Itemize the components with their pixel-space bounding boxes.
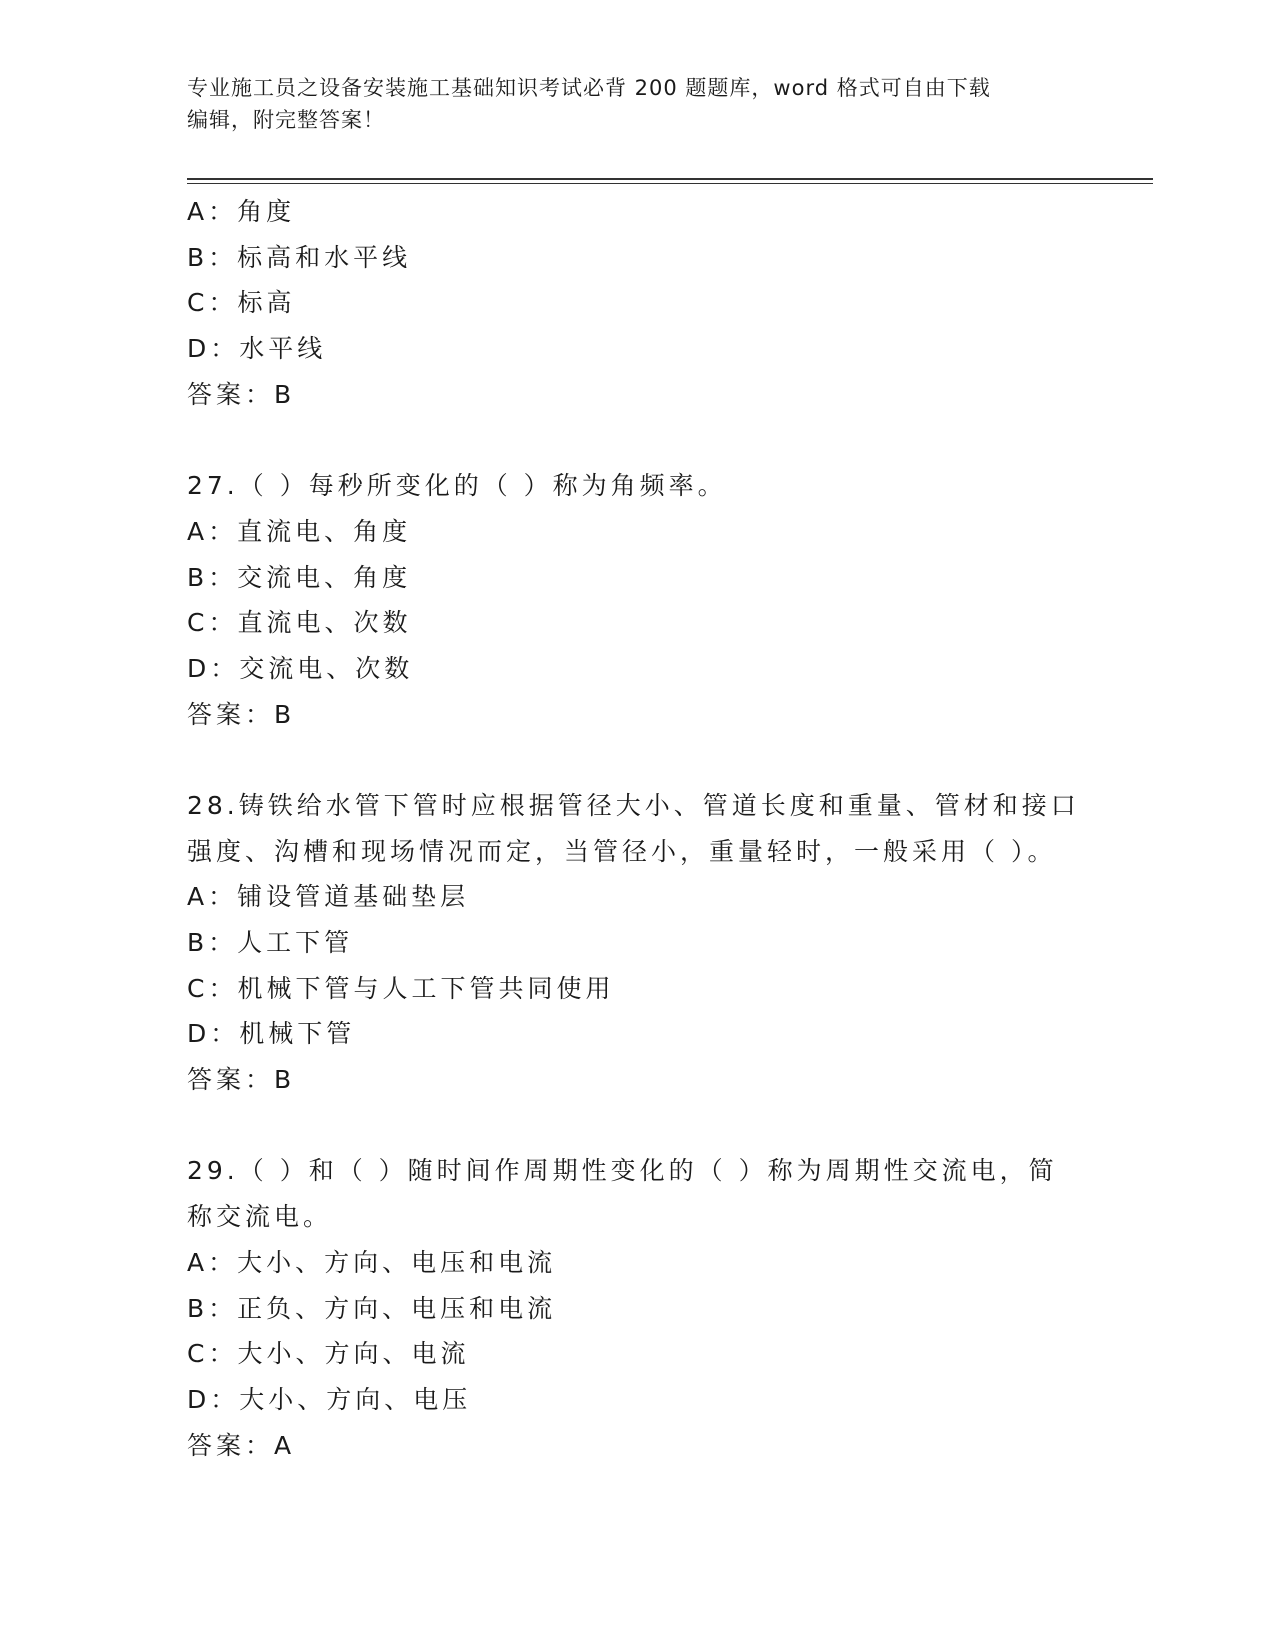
option-b: B：标高和水平线 <box>187 242 412 272</box>
option-b: B：正负、方向、电压和电流 <box>187 1293 557 1323</box>
question-text-continued: 称交流电。 <box>187 1202 333 1232</box>
header-line-2: 编辑，附完整答案！ <box>187 108 385 132</box>
question-list <box>187 189 1087 1468</box>
option-c: C：机械下管与人工下管共同使用 <box>187 973 615 1003</box>
option-a: A：角度 <box>187 197 296 226</box>
option-a: A：大小、方向、电压和电流 <box>187 1247 557 1277</box>
question-block-29 <box>187 1148 1087 1468</box>
option-d: D：机械下管 <box>187 1019 356 1049</box>
question-block-28 <box>187 783 1087 1103</box>
answer-line: 答案：B <box>187 1065 296 1095</box>
option-c: C：标高 <box>187 288 296 318</box>
answer-line: 答案：B <box>187 699 296 729</box>
header-line-1: 专业施工员之设备安装施工基础知识考试必背 200 题题库，word 格式可自由下载 <box>187 76 991 100</box>
header-divider-thick <box>187 178 1153 180</box>
question-block-27 <box>187 463 1087 737</box>
header-divider-thin <box>187 183 1153 184</box>
option-b: B：人工下管 <box>187 928 354 957</box>
option-b: B：交流电、角度 <box>187 562 412 592</box>
question-block-26 <box>187 189 1087 417</box>
block-spacer <box>187 417 1087 463</box>
option-d: D：大小、方向、电压 <box>187 1384 472 1414</box>
option-d: D：水平线 <box>187 334 327 364</box>
question-text-continued: 强度、沟槽和现场情况而定，当管径小，重量轻时，一般采用（ ）。 <box>187 836 1057 866</box>
question-text: 29.（ ）和（ ）随时间作周期性变化的（ ）称为周期性交流电，简 <box>187 1156 1058 1186</box>
question-text: 28.铸铁给水管下管时应根据管径大小、管道长度和重量、管材和接口 <box>187 790 1080 820</box>
option-d: D：交流电、次数 <box>187 653 414 683</box>
option-a: A：直流电、角度 <box>187 516 412 546</box>
block-spacer <box>187 1103 1087 1149</box>
document-header <box>187 72 1067 136</box>
answer-line: 答案：B <box>187 379 296 409</box>
question-text: 27.（ ）每秒所变化的（ ）称为角频率。 <box>187 471 727 501</box>
block-spacer <box>187 737 1087 783</box>
option-c: C：直流电、次数 <box>187 608 412 638</box>
option-c: C：大小、方向、电流 <box>187 1339 470 1369</box>
answer-line: 答案：A <box>187 1430 296 1460</box>
option-a: A：铺设管道基础垫层 <box>187 882 470 912</box>
